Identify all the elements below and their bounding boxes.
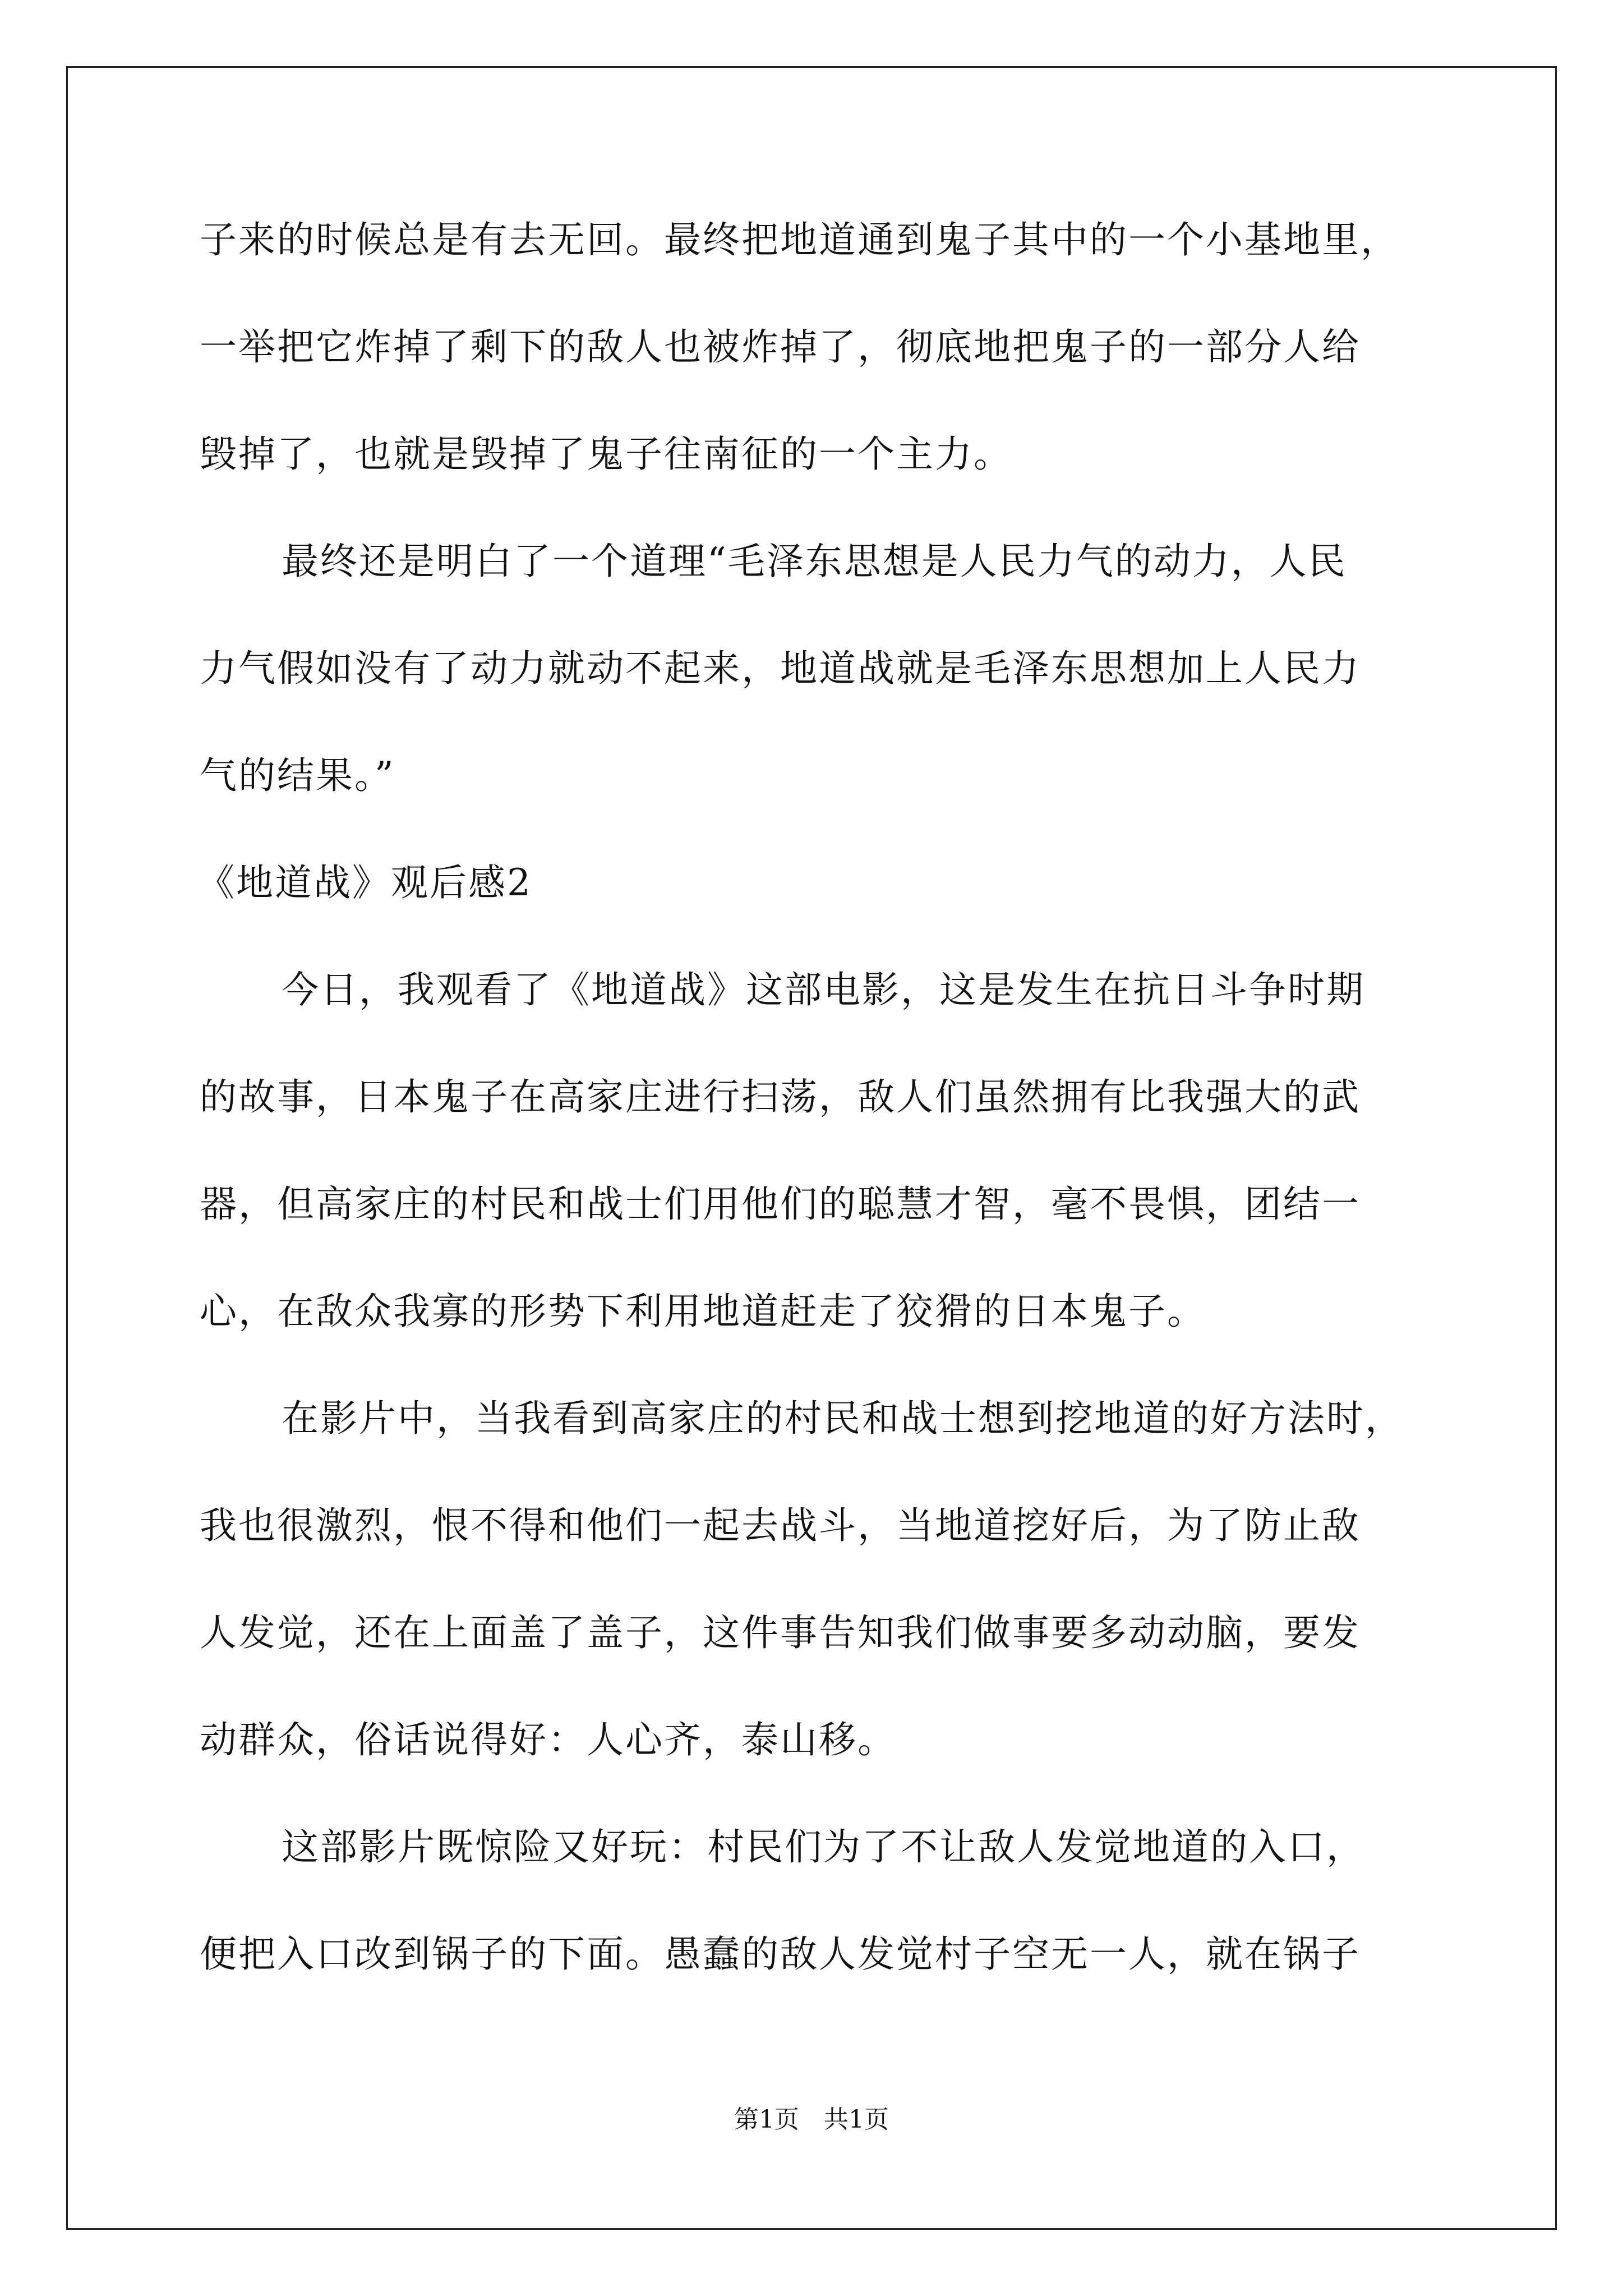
text-line: 动群众，俗话说得好：人心齐，泰山移。 bbox=[200, 1718, 896, 1761]
text-line: 人发觉，还在上面盖了盖子，这件事告知我们做事要多动动脑，要发 bbox=[200, 1611, 1361, 1654]
text-line: 子来的时候总是有去无回。最终把地道通到鬼子其中的一个小基地里， bbox=[200, 218, 1399, 261]
paragraph-first-line: 今日，我观看了《地道战》这部电影，这是发生在抗日斗争时期 bbox=[282, 968, 1365, 1011]
page-footer: 第1页 共1页 bbox=[734, 2105, 889, 2134]
text-line: 心，在敌众我寡的形势下利用地道赶走了狡猾的日本鬼子。 bbox=[200, 1290, 1206, 1333]
paragraph-first-line: 最终还是明白了一个道理“毛泽东思想是人民力气的动力，人民 bbox=[282, 540, 1347, 583]
text-line: 我也很激烈，恨不得和他们一起去战斗，当地道挖好后，为了防止敌 bbox=[200, 1504, 1361, 1547]
text-line: 气的结果。” bbox=[200, 754, 395, 797]
paragraph-first-line: 在影片中，当我看到高家庄的村民和战士想到挖地道的好方法时， bbox=[282, 1397, 1404, 1440]
page-border bbox=[66, 66, 1557, 2230]
text-line: 一举把它炸掉了剩下的敌人也被炸掉了，彻底地把鬼子的一部分人给 bbox=[200, 325, 1361, 369]
text-line: 力气假如没有了动力就动不起来，地道战就是毛泽东思想加上人民力 bbox=[200, 647, 1361, 690]
text-line: 的故事，日本鬼子在高家庄进行扫荡，敌人们虽然拥有比我强大的武 bbox=[200, 1075, 1361, 1119]
text-line: 便把入口改到锅子的下面。愚蠢的敌人发觉村子空无一人，就在锅子 bbox=[200, 1932, 1361, 1976]
text-line: 毁掉了，也就是毁掉了鬼子往南征的一个主力。 bbox=[200, 432, 1012, 476]
text-line: 器，但高家庄的村民和战士们用他们的聪慧才智，毫不畏惧，团结一 bbox=[200, 1182, 1361, 1226]
paragraph-first-line: 这部影片既惊险又好玩：村民们为了不让敌人发觉地道的入口， bbox=[282, 1825, 1365, 1869]
section-heading: 《地道战》观后感2 bbox=[197, 861, 532, 904]
